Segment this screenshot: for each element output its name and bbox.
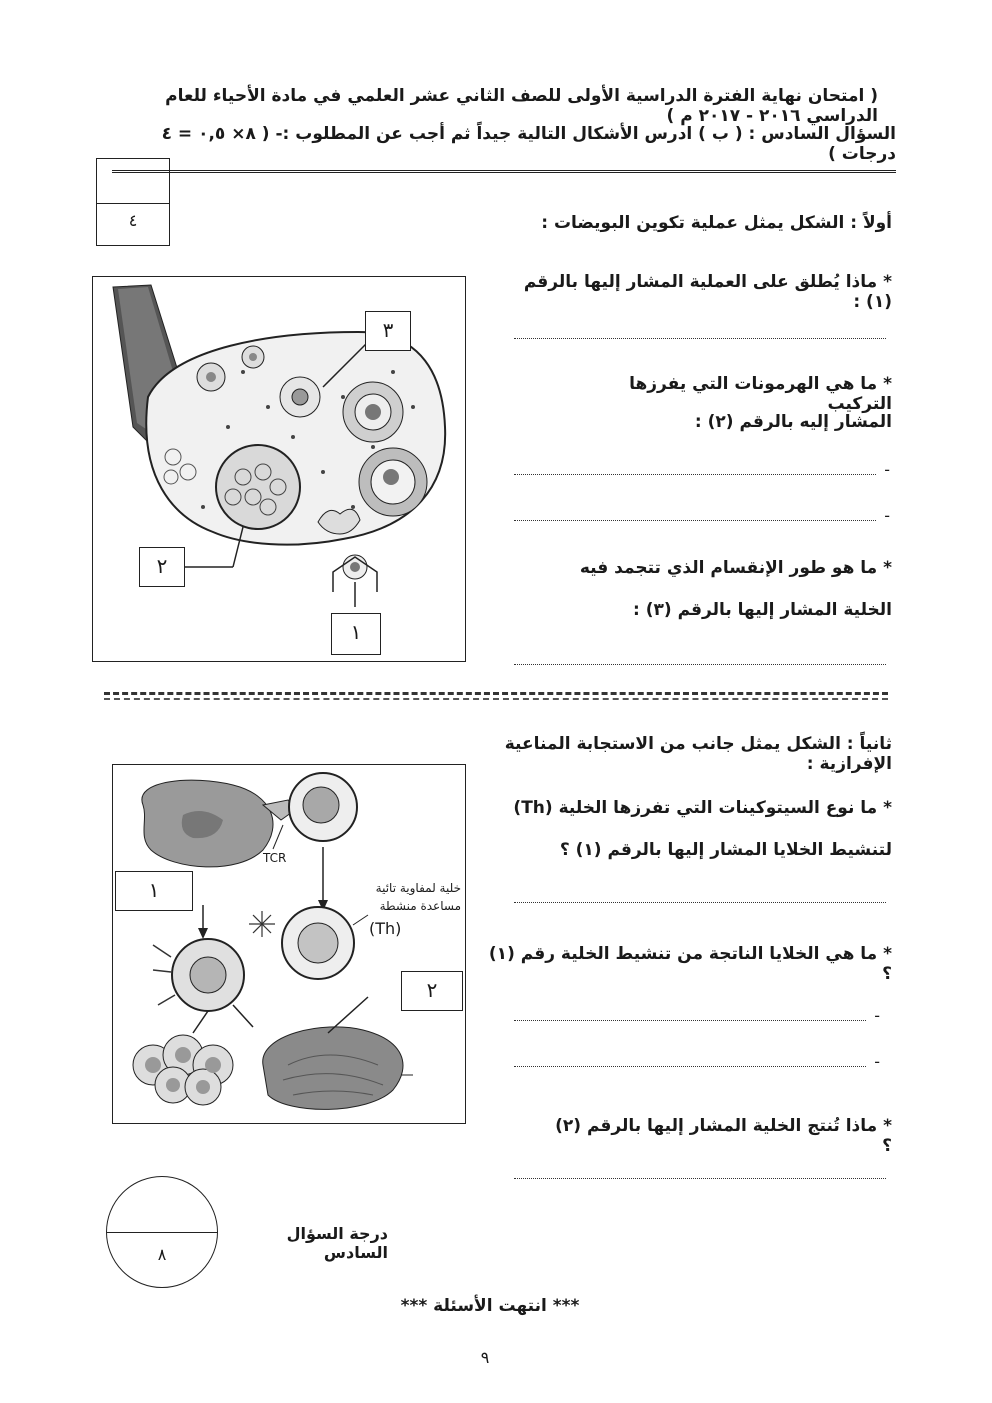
part1-q3-line1: * ما هو طور الإنقسام الذي تتجمد فيه [579, 558, 892, 578]
part2-q2-answer-line-1[interactable] [514, 1020, 866, 1021]
question-title: السؤال السادس : ( ب ) ادرس الأشكال التالية جيداً ثم أجب عن المطلوب :- ( ٨× ٠,٥ = ٤ درجات ) [112, 124, 896, 173]
part2-title: ثانياً : الشكل يمثل جانب من الاستجابة المناعية الإفرازية : [504, 734, 892, 774]
section-separator [104, 692, 888, 695]
ovary-figure [92, 276, 466, 662]
score-box [96, 158, 170, 246]
part1-q3-line2: الخلية المشار إليها بالرقم (٣) : [632, 600, 892, 620]
part1-q2-line1: * ما هي الهرمونات التي يفرزها التركيب [629, 374, 892, 414]
part1-q2-answer-line-1[interactable] [514, 474, 876, 475]
part2-q2-answer-line-2[interactable] [514, 1066, 866, 1067]
immune-figure [112, 764, 466, 1124]
grade-label: درجة السؤال السادس [286, 1224, 388, 1262]
part2-q1-line1: * ما نوع السيتوكينات التي تفرزها الخلية (Th) [513, 798, 892, 818]
part1-q2-dash-2: - [884, 506, 890, 525]
part2-q1-line2: لتنشيط الخلايا المشار إليها بالرقم (١) ؟ [559, 840, 892, 860]
part2-q2-dash-2: - [874, 1052, 880, 1071]
end-text: *** انتهت الأسئلة *** [400, 1296, 580, 1316]
page-number: ٩ [480, 1348, 490, 1367]
ovary-label-3: ٣ [365, 311, 411, 351]
part2-q1-answer-line[interactable] [514, 902, 886, 903]
part1-q1: * ماذا يُطلق على العملية المشار إليها بالرقم (١) : [523, 272, 892, 312]
grade-value: ٨ [157, 1245, 167, 1264]
score-value: ٤ [128, 211, 138, 230]
part1-q2-dash-1: - [884, 460, 890, 479]
th-label: (Th) [369, 919, 402, 938]
part1-title: أولاً : الشكل يمثل عملية تكوين البويضات : [541, 213, 892, 233]
part2-q3-answer-line[interactable] [514, 1178, 886, 1179]
tcr-label: TCR [263, 851, 287, 865]
immune-diagram [113, 765, 465, 1123]
part2-q3: * ماذا تُنتج الخلية المشار إليها بالرقم (٢) ؟ [555, 1116, 892, 1156]
ovary-label-2: ٢ [139, 547, 185, 587]
part1-q1-answer-line[interactable] [514, 338, 886, 339]
exam-title: ( امتحان نهاية الفترة الدراسية الأولى للصف الثاني عشر العلمي في مادة الأحياء للعام الدراسي ٢٠١٦ - ٢٠١٧ م ) [165, 86, 878, 126]
part2-q2-dash-1: - [874, 1006, 880, 1025]
immune-label-1: ١ [115, 871, 193, 911]
helper-label-2: مساعدة منشطة [379, 899, 461, 913]
immune-label-2: ٢ [401, 971, 463, 1011]
helper-label-1: خلية لمفاوية تائية [375, 881, 461, 895]
ovary-label-1: ١ [331, 613, 381, 655]
part1-q2-line2: المشار إليه بالرقم (٢) : [694, 412, 892, 432]
section-separator-2 [104, 698, 888, 700]
part1-q2-answer-line-2[interactable] [514, 520, 876, 521]
grade-circle [106, 1176, 218, 1288]
part1-q3-answer-line[interactable] [514, 664, 886, 665]
part2-q2: * ما هي الخلايا الناتجة من تنشيط الخلية رقم (١) ؟ [488, 944, 892, 984]
